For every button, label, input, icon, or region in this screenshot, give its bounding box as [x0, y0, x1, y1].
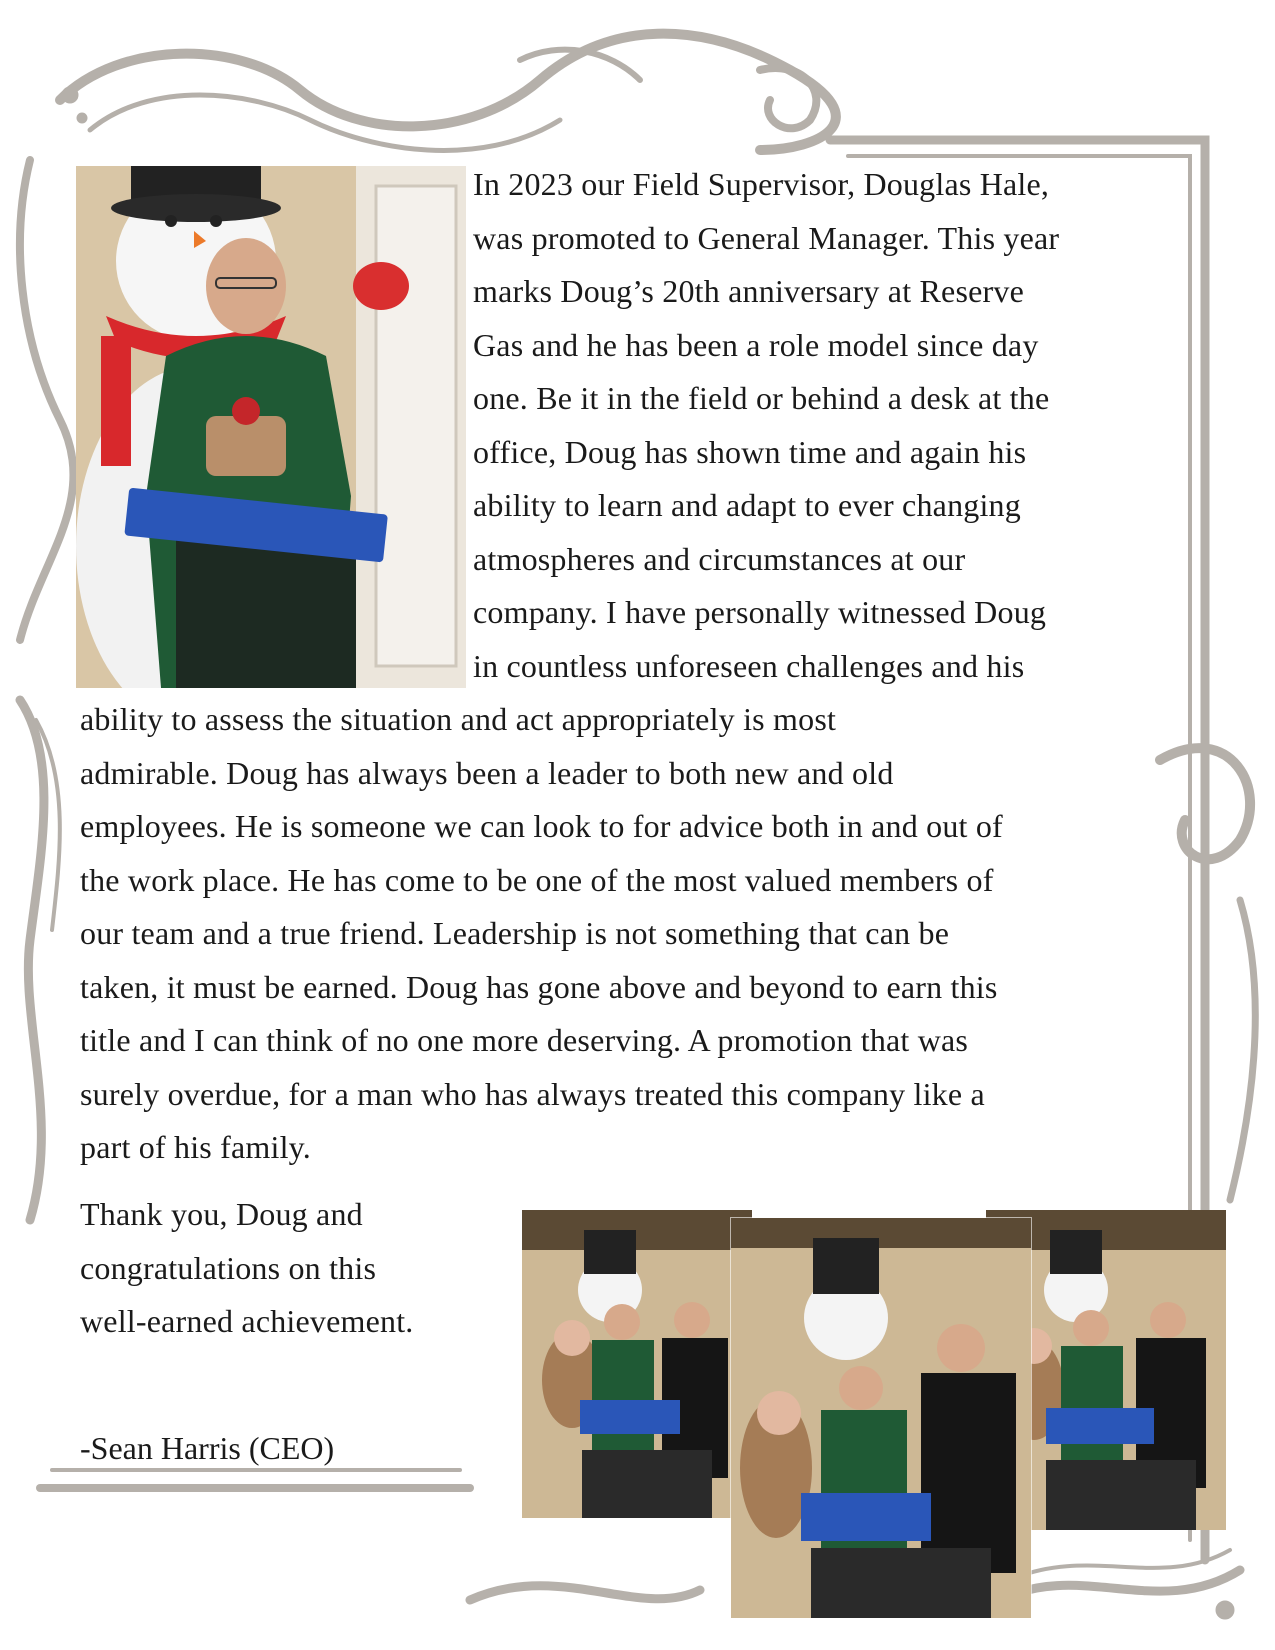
letter-line: title and I can think of no one more deserving. A promotion that was: [80, 1022, 969, 1058]
letter-line: In 2023 our Field Supervisor, Douglas Hale,: [473, 166, 1050, 202]
thanks-line: congratulations on this: [80, 1249, 377, 1286]
doug-gift-photo: [76, 166, 466, 688]
thanks-line: well-earned achievement.: [80, 1303, 414, 1339]
letter-line: was promoted to General Manager. This year: [473, 219, 1060, 256]
letter-line: surely overdue, for a man who has always treated this company like a: [80, 1075, 985, 1112]
letter-paragraph-full: [80, 693, 1210, 1175]
thank-you-note: [80, 1188, 500, 1349]
letter-line: admirable. Doug has always been a leader to both new and old: [80, 754, 894, 791]
letter-line: ability to assess the situation and act appropriately is most: [80, 701, 837, 737]
letter-line: company. I have personally witnessed Doug: [473, 594, 1047, 630]
letter-line: marks Doug’s 20th anniversary at Reserve: [473, 273, 1024, 309]
letter-line: taken, it must be earned. Doug has gone above and beyond to earn this: [80, 968, 998, 1005]
thanks-line: Thank you, Doug and: [80, 1196, 363, 1232]
letter-line: employees. He is someone we can look to for advice both in and out of: [80, 808, 1003, 844]
letter-line: one. Be it in the field or behind a desk at the: [473, 380, 1050, 416]
letter-line: our team and a true friend. Leadership is not something that can be: [80, 915, 950, 951]
group-photo-center: [731, 1218, 1031, 1618]
letter-line: the work place. He has come to be one of the most valued members of: [80, 861, 994, 898]
letter-line: part of his family.: [80, 1129, 312, 1165]
letter-paragraph-wrapped: [473, 158, 1193, 693]
signature: -Sean Harris (CEO): [80, 1430, 335, 1466]
group-photo-left: [522, 1210, 752, 1518]
letter-line: atmospheres and circumstances at our: [473, 540, 966, 577]
letter-line: office, Doug has shown time and again his: [473, 433, 1027, 470]
letter-line: ability to learn and adapt to ever changing: [473, 487, 1021, 523]
letter-line: Gas and he has been a role model since day: [473, 326, 1039, 363]
letter-line: in countless unforeseen challenges and his: [473, 647, 1025, 684]
